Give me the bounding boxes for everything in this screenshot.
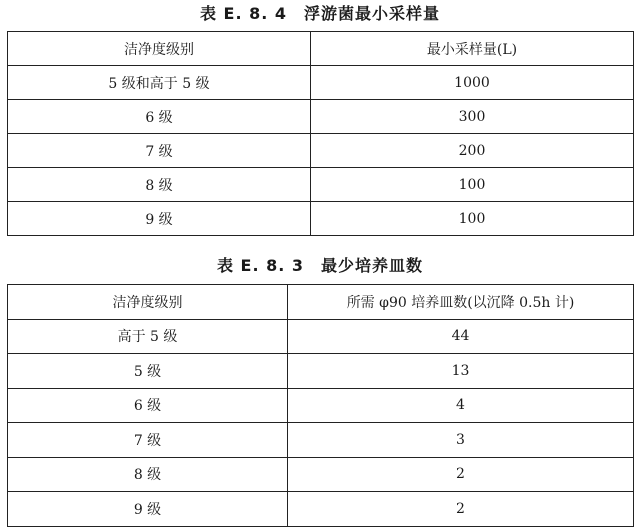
table-row [8, 100, 634, 134]
cell-class: 7 级 [8, 134, 311, 168]
header-cleanliness-class: 洁净度级别 [8, 32, 311, 66]
header-cleanliness-class: 洁净度级别 [8, 285, 288, 320]
cell-class: 8 级 [8, 457, 288, 492]
cell-class: 9 级 [8, 202, 311, 236]
table-row [8, 168, 634, 202]
header-min-sampling-volume: 最小采样量(L) [311, 32, 634, 66]
cell-value: 2 [288, 492, 634, 527]
cell-class: 6 级 [8, 388, 288, 423]
table-row [8, 202, 634, 236]
table-row [8, 354, 634, 389]
cell-class: 6 级 [8, 100, 311, 134]
table1-caption: 表 E. 8. 4 浮游菌最小采样量 [199, 4, 441, 23]
cell-value: 44 [288, 319, 634, 354]
cell-class: 5 级和高于 5 级 [8, 66, 311, 100]
table-row [8, 66, 634, 100]
table-row [8, 457, 634, 492]
cell-value: 200 [311, 134, 634, 168]
cell-value: 1000 [311, 66, 634, 100]
cell-value: 4 [288, 388, 634, 423]
table-row [8, 492, 634, 527]
table-row [8, 388, 634, 423]
cell-value: 100 [311, 168, 634, 202]
cell-class: 9 级 [8, 492, 288, 527]
table-header-row [8, 285, 634, 320]
min-sampling-volume-table [7, 31, 634, 236]
table-row [8, 319, 634, 354]
table-row [8, 134, 634, 168]
cell-value: 2 [288, 457, 634, 492]
table-header-row [8, 32, 634, 66]
cell-class: 7 级 [8, 423, 288, 458]
table2-caption: 表 E. 8. 3 最少培养皿数 [216, 256, 424, 275]
cell-value: 300 [311, 100, 634, 134]
header-petri-dish-count: 所需 φ90 培养皿数(以沉降 0.5h 计) [288, 285, 634, 320]
cell-value: 13 [288, 354, 634, 389]
table-row [8, 423, 634, 458]
cell-class: 高于 5 级 [8, 319, 288, 354]
cell-value: 100 [311, 202, 634, 236]
cell-class: 5 级 [8, 354, 288, 389]
cell-class: 8 级 [8, 168, 311, 202]
min-petri-dish-table [7, 284, 634, 527]
cell-value: 3 [288, 423, 634, 458]
